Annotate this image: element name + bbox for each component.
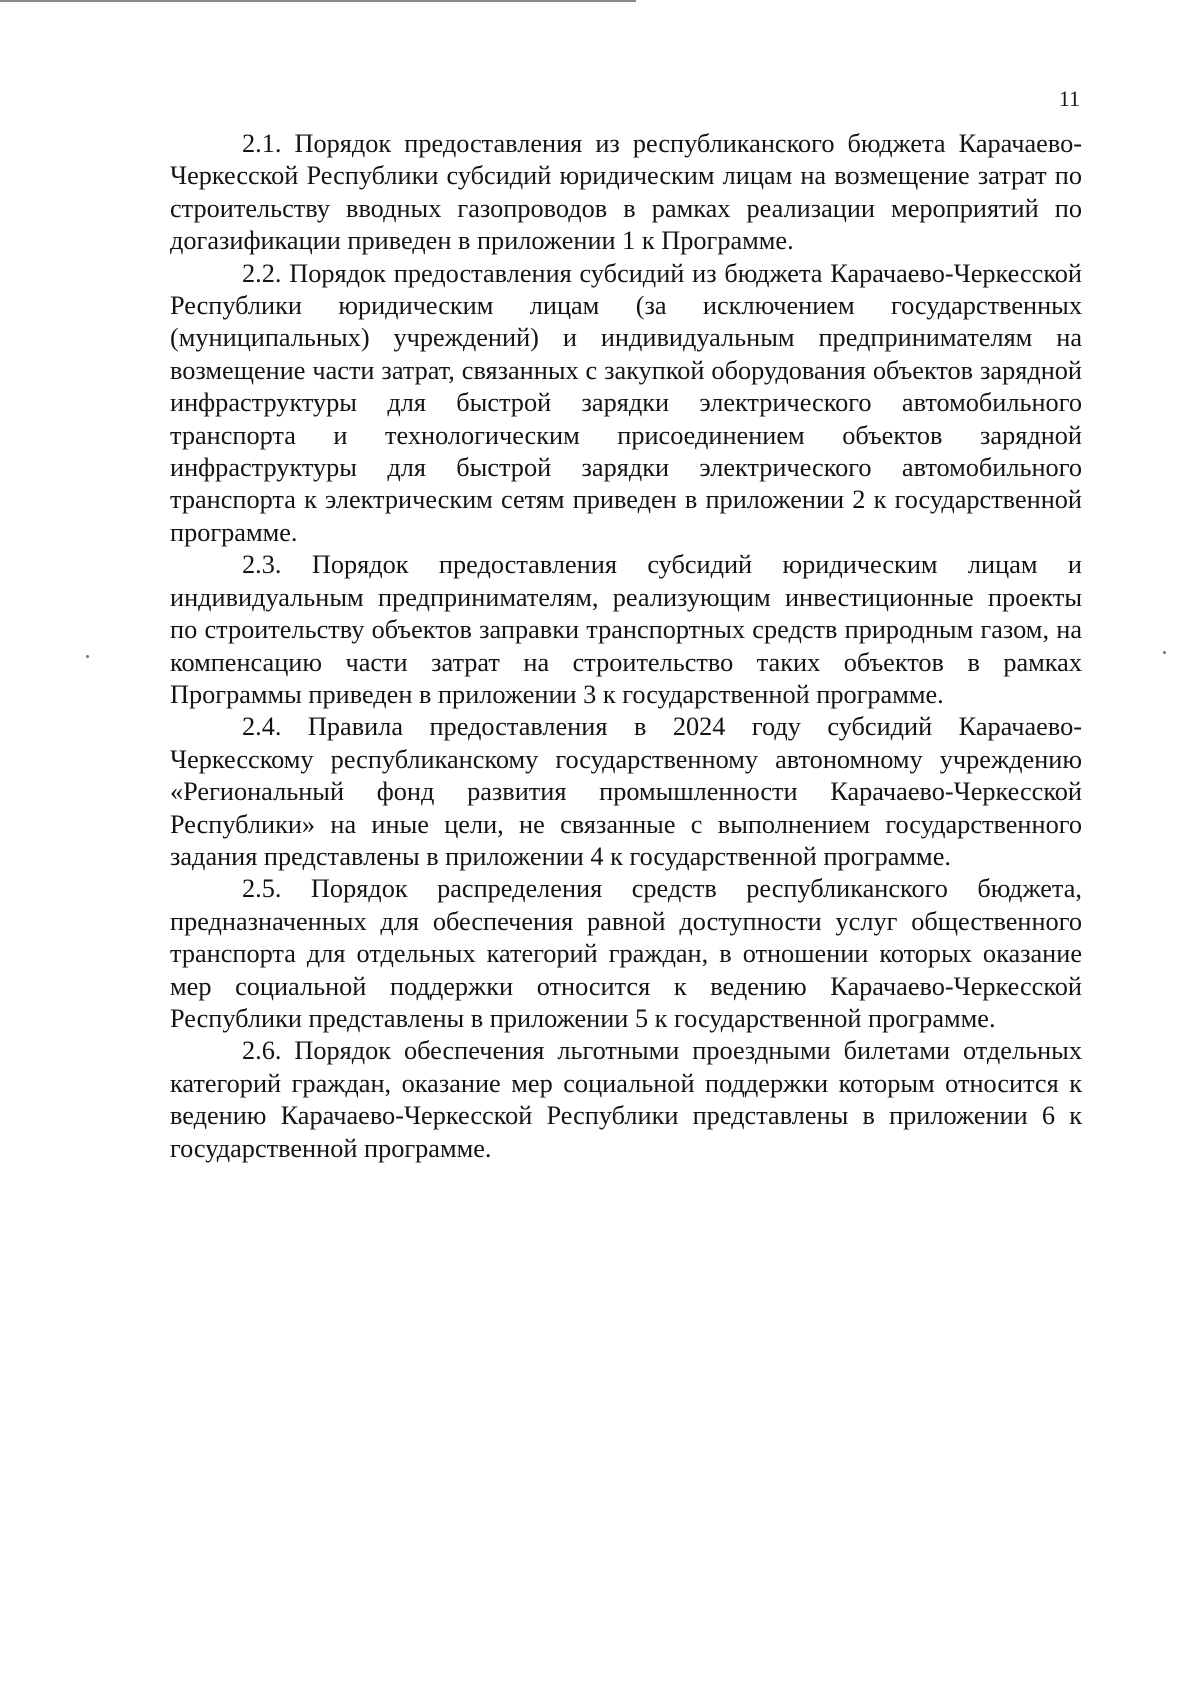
page-number: 11 (1058, 86, 1080, 111)
paragraph-2-5: 2.5. Порядок распределения средств республиканского бюджета, предназначенных для обеспечения равной доступности услуг общественного транспорта для отдельных категорий граждан, в отношении которых оказание мер социальной поддержки относится к ведению Карачаево-Черкесской Республики представлены в приложении 5 к государственной программе. (170, 874, 1082, 1033)
paragraph-2-2: 2.2. Порядок предоставления субсидий из бюджета Карачаево-Черкесской Республики юридическим лицам (за исключением государственных (муниципальных) учреждений) и индивидуальным предпринимателям на возмещение части затрат, связанных с закупкой оборудования объектов зарядной инфраструктуры для быстрой зарядки электрического автомобильного транспорта и технологическим присоединением объектов зарядной инфраструктуры для быстрой зарядки электрического автомобильного транспорта к электрическим сетям приведен в приложении 2 к государственной программе. (170, 258, 1082, 547)
top-rule (0, 0, 636, 2)
paragraph-2-3: 2.3. Порядок предоставления субсидий юридическим лицам и индивидуальным предпринимателям, реализующим инвестиционные проекты по строительству объектов заправки транспортных средств природным газом, на компенсацию части затрат на строительство таких объектов в рамках Программы приведен в приложении 3 к государственной программе. (170, 550, 1082, 709)
paragraph-2-4: 2.4. Правила предоставления в 2024 году субсидий Карачаево-Черкесскому республиканскому государственному автономному учреждению «Региональный фонд развития промышленности Карачаево-Черкесской Республики» на иные цели, не связанные с выполнением государственного задания представлены в приложении 4 к государственной программе. (170, 712, 1082, 871)
scan-speck (1163, 651, 1166, 654)
document-body (170, 128, 1082, 1165)
paragraph-2-6: 2.6. Порядок обеспечения льготными проездными билетами отдельных категорий граждан, оказание мер социальной поддержки которым относится к ведению Карачаево-Черкесской Республики представлены в приложении 6 к государственной программе. (170, 1036, 1082, 1163)
paragraph-2-1: 2.1. Порядок предоставления из республиканского бюджета Карачаево-Черкесской Республики субсидий юридическим лицам на возмещение затрат по строительству вводных газопроводов в рамках реализации мероприятий по догазификации приведен в приложении 1 к Программе. (170, 129, 1082, 256)
scan-speck (86, 655, 89, 658)
